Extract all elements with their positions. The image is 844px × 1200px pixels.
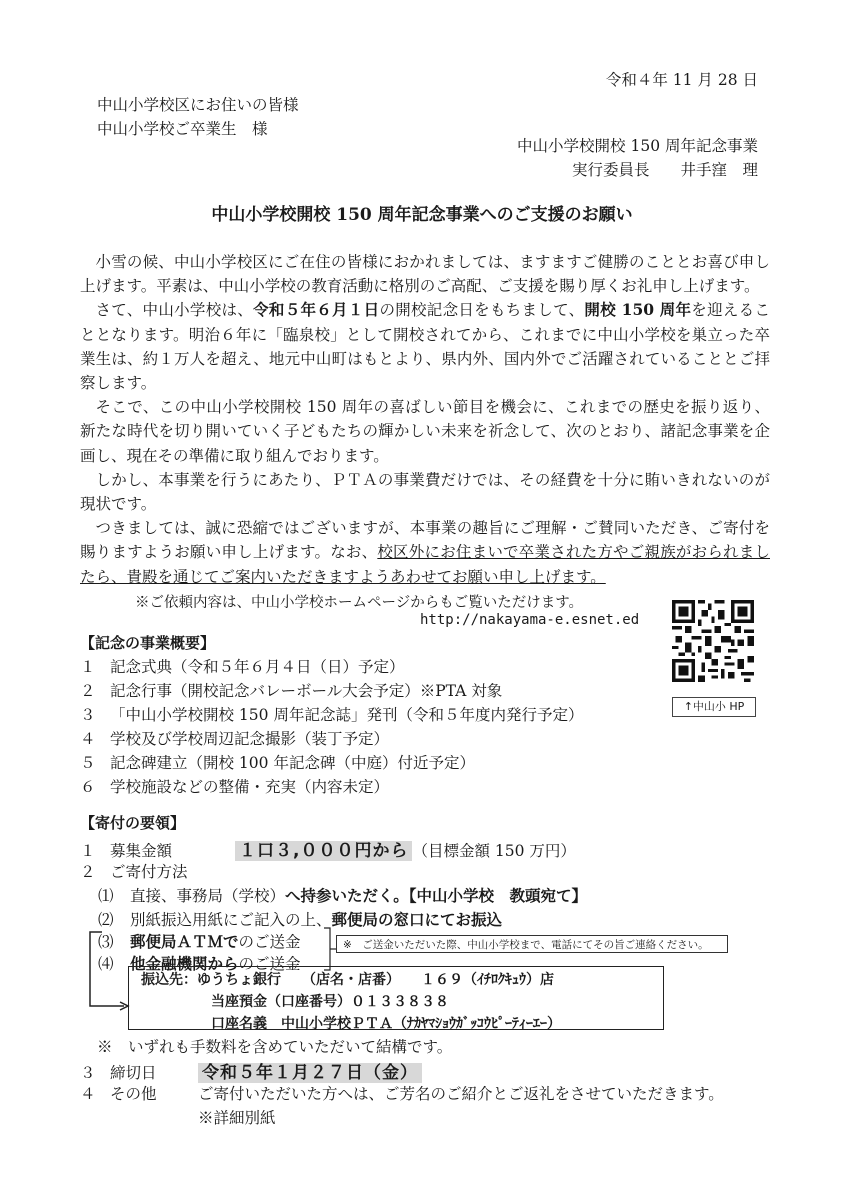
- list-item: ３ 「中山小学校開校 150 周年記念誌」発刊（令和５年度内発行予定）: [80, 706, 584, 724]
- qr-code-icon[interactable]: [672, 600, 754, 682]
- method-direct: ⑴ 直接、事務局（学校）へ持参いただく。【中山小学校 教頭宛て】: [98, 887, 587, 905]
- method-post-office: ⑵ 別紙振込用紙にご記入の上、郵便局の窓口にてお振込: [98, 911, 503, 929]
- list-item: １ 記念式典（令和５年６月４日（日）予定）: [80, 658, 405, 676]
- deadline-row: ３ 締切日 令和５年１月２７日（金）: [80, 1058, 422, 1083]
- events-list: [80, 655, 583, 799]
- paragraph-plan: そこで、この中山小学校開校 150 周年の喜ばしい節目を機会に、これまでの歴史を振り返り、新たな時代を切り開いていく子どもたちの輝かしい未来を祈念して、次のとおり、諸記念事業を企画し、現在その準備に取り組んでおります。: [80, 398, 770, 465]
- donation-amount: １口３,０００円から: [235, 841, 412, 861]
- bank-name: 振込先：ゆうちょ銀行 （店名・店番） １６９（ｲﾁﾛｸｷｭｳ）店: [141, 972, 554, 988]
- addressee-graduates: 中山小学校ご卒業生 様: [97, 120, 268, 138]
- list-item: ６ 学校施設などの整備・充実（内容未定）: [80, 778, 390, 796]
- paragraph-budget: しかし、本事業を行うにあたり、ＰＴＡの事業費だけでは、その経費を十分に賄いきれないのが現状です。: [80, 470, 770, 514]
- events-heading: 【記念の事業概要】: [80, 634, 216, 652]
- list-item: ５ 記念碑建立（開校 100 年記念碑（中庭）付近予定）: [80, 754, 475, 772]
- bank-account-box: [128, 966, 664, 1030]
- paragraph-request: つきましては、誠に恐縮ではございますが、本事業の趣旨にご理解・ご賛同いただき、ご寄付を賜りますようお願い申し上げます。なお、校区外にお住まいで卒業された方やご親族がおられましたら、貴殿を通じてご案内いただきますようあわせてお願い申し上げます。: [80, 519, 770, 586]
- other-row: ４ その他 ご寄付いただいた方へは、ご芳名のご紹介とご返礼をさせていただきます。: [80, 1085, 724, 1103]
- addressee-residents: 中山小学校区にお住いの皆様: [97, 96, 299, 114]
- homepage-note: ※ご依頼内容は、中山小学校ホームページからもご覧いただけます。: [135, 595, 584, 611]
- homepage-url[interactable]: http://nakayama-e.esnet.ed: [420, 612, 640, 628]
- transfer-contact-note: ※ ご送金いただいた際、中山小学校まで、電話にてその旨ご連絡ください。: [336, 935, 728, 953]
- bank-account-holder: 口座名義 中山小学校ＰＴＡ（ﾅｶﾔﾏｼｮｳｶﾞｯｺｳﾋﾟｰﾃｨｰｴｰ）: [211, 1016, 561, 1032]
- donation-heading: 【寄付の要領】: [80, 814, 186, 832]
- paragraph-greeting: 小雪の候、中山小学校区にご在住の皆様におかれましては、ますますご健勝のこととお喜び申し上げます。平素は、中山小学校の教育活動に格別のご高配、ご支援を賜り厚くお礼申し上げます。: [80, 253, 770, 296]
- letter-date: 令和４年 11 月 28 日: [605, 71, 758, 89]
- donation-amount-row: １ 募集金額 １口３,０００円から （目標金額 150 万円）: [80, 841, 576, 861]
- bank-account-number: 当座預金（口座番号）０１３３８３８: [211, 994, 449, 1010]
- donation-method-row: ２ ご寄付方法: [80, 863, 188, 881]
- deadline-date: 令和５年１月２７日（金）: [198, 1063, 422, 1083]
- list-item: ２ 記念行事（開校記念バレーボール大会予定）※PTA 対象: [80, 682, 503, 700]
- method-other-bank: ⑷ 他金融機関からのご送金: [98, 955, 301, 973]
- paragraph-anniversary: さて、中山小学校は、令和５年６月１日の開校記念日をもちまして、開校 150 周年を迎えることとなります。明治６年に「臨泉校」として開校されてから、これまでに中山小学校を巣立った卒業生は、約１万人を超え、地元中山町はもとより、県内外、国内外でご活躍されていることとご拝察します。: [80, 300, 770, 393]
- sender-chair: 実行委員長 井手窪 理: [571, 161, 758, 179]
- method-atm: ⑶ 郵便局ＡＴＭでのご送金: [98, 933, 301, 951]
- letter-body: [80, 250, 770, 589]
- letter-title: 中山小学校開校 150 周年記念事業へのご支援のお願い: [211, 205, 633, 225]
- details-note: ※詳細別紙: [198, 1109, 276, 1127]
- fee-note: ※ いずれも手数料を含めていただいて結構です。: [97, 1038, 453, 1056]
- list-item: ４ 学校及び学校周辺記念撮影（装丁予定）: [80, 730, 390, 748]
- qr-caption: ↑中山小 HP: [672, 697, 756, 717]
- sender-organization: 中山小学校開校 150 周年記念事業: [517, 137, 758, 155]
